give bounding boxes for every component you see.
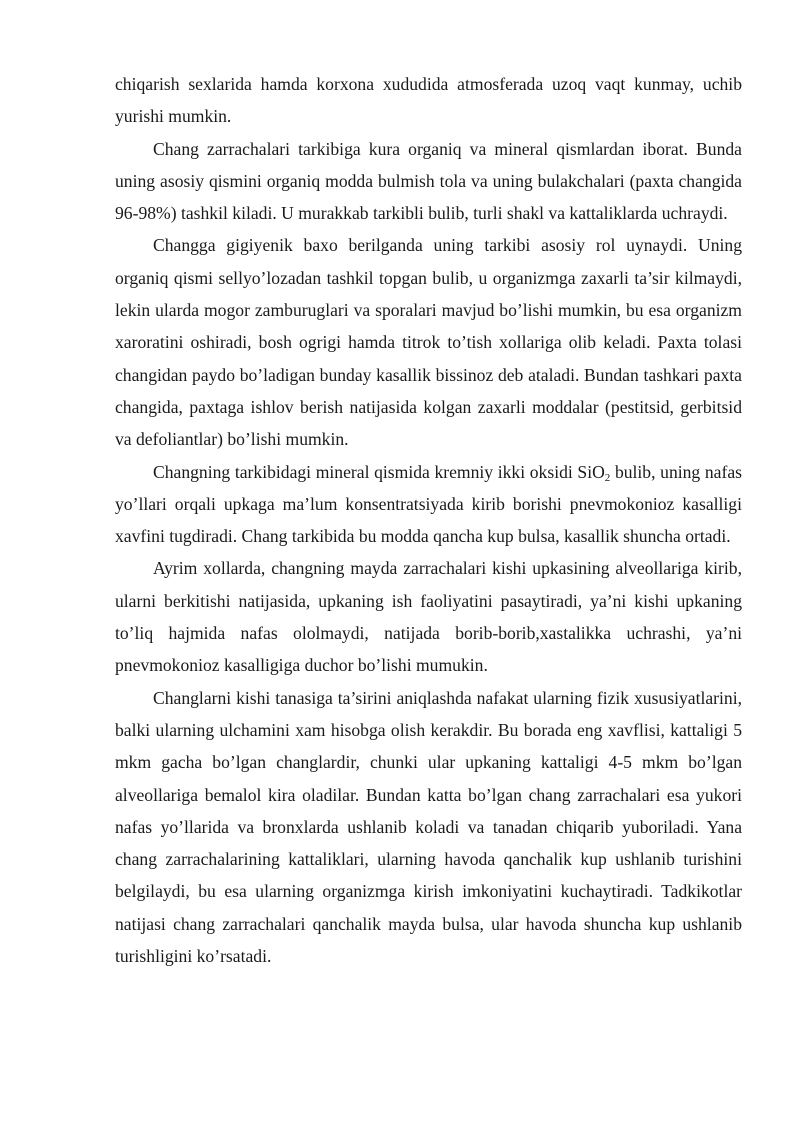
subscript-2: 2 bbox=[604, 471, 611, 484]
paragraph-4 bbox=[115, 456, 742, 553]
paragraph-4-text-after: bulib, uning nafas yo’llari orqali upkaga ma’lum konsentratsiyada kirib borishi pnevmokonioz kasalligi xavfini tugdiradi. Chang tarkibida bu modda qancha kup bulsa, kasallik shuncha ortadi. bbox=[115, 461, 742, 547]
paragraph-5: Ayrim xollarda, changning mayda zarrachalari kishi upkasining alveollariga kirib, ularni berkitishi natijasida, upkaning ish faoliyatini pasaytiradi, ya’ni kishi upkaning to’liq hajmida nafas ololmaydi, natijada borib-borib,xastalikka uchrashi, ya’ni pnevmokonioz kasalligiga duchor bo’lishi mumukin. bbox=[115, 558, 742, 676]
paragraph-6: Changlarni kishi tanasiga ta’sirini aniqlashda nafakat ularning fizik xususiyatlarini, balki ularning ulchamini xam hisobga olish kerakdir. Bu borada eng xavflisi, kattaligi 5 mkm gacha bo’lgan changlardir, chunki ular upkaning kattaligi 4-5 mkm bo’lgan alveollariga bemalol kira oladilar. Bundan katta bo’lgan chang zarrachalari esa yukori nafas yo’llarida va bronxlarda ushlanib koladi va tanadan chiqarib yuboriladi. Yana chang zarrachalarining kattaliklari, ularning havoda qanchalik kup ushlanib turishini belgilaydi, bu esa ularning organizmga kirish imkoniyatini kuchaytiradi. Tadkikotlar natijasi chang zarrachalari qanchalik mayda bulsa, ular havoda shuncha kup ushlanib turishligini ko’rsatadi. bbox=[115, 687, 742, 967]
paragraph-4-text-before: Changning tarkibidagi mineral qismida kremniy ikki oksidi SiO bbox=[153, 461, 605, 482]
paragraph-1: chiqarish sexlarida hamda korxona xududida atmosferada uzoq vaqt kunmay, uchib yurishi mumkin. bbox=[115, 74, 742, 127]
document-page bbox=[115, 68, 742, 972]
paragraph-3: Changga gigiyenik baxo berilganda uning tarkibi asosiy rol uynaydi. Uning organiq qismi sellyo’lozadan tashkil topgan bulib, u organizmga zaxarli ta’sir kilmaydi, lekin ularda mogor zamburuglari va sporalari mavjud bo’lishi mumkin, bu esa organizm xaroratini oshiradi, bosh ogrigi hamda titrok to’tish xollariga olib keladi. Paxta tolasi changidan paydo bo’ladigan bunday kasallik bissinoz deb ataladi. Bundan tashkari paxta changida, paxtaga ishlov berish natijasida kolgan zaxarli moddalar (pestitsid, gerbitsid va defoliantlar) bo’lishi mumkin. bbox=[115, 235, 742, 450]
paragraph-2: Chang zarrachalari tarkibiga kura organiq va mineral qismlardan iborat. Bunda uning asosiy qismini organiq modda bulmish tola va uning bulakchalari (paxta changida 96-98%) tashkil kiladi. U murakkab tarkibli bulib, turli shakl va kattaliklarda uchraydi. bbox=[115, 138, 742, 224]
